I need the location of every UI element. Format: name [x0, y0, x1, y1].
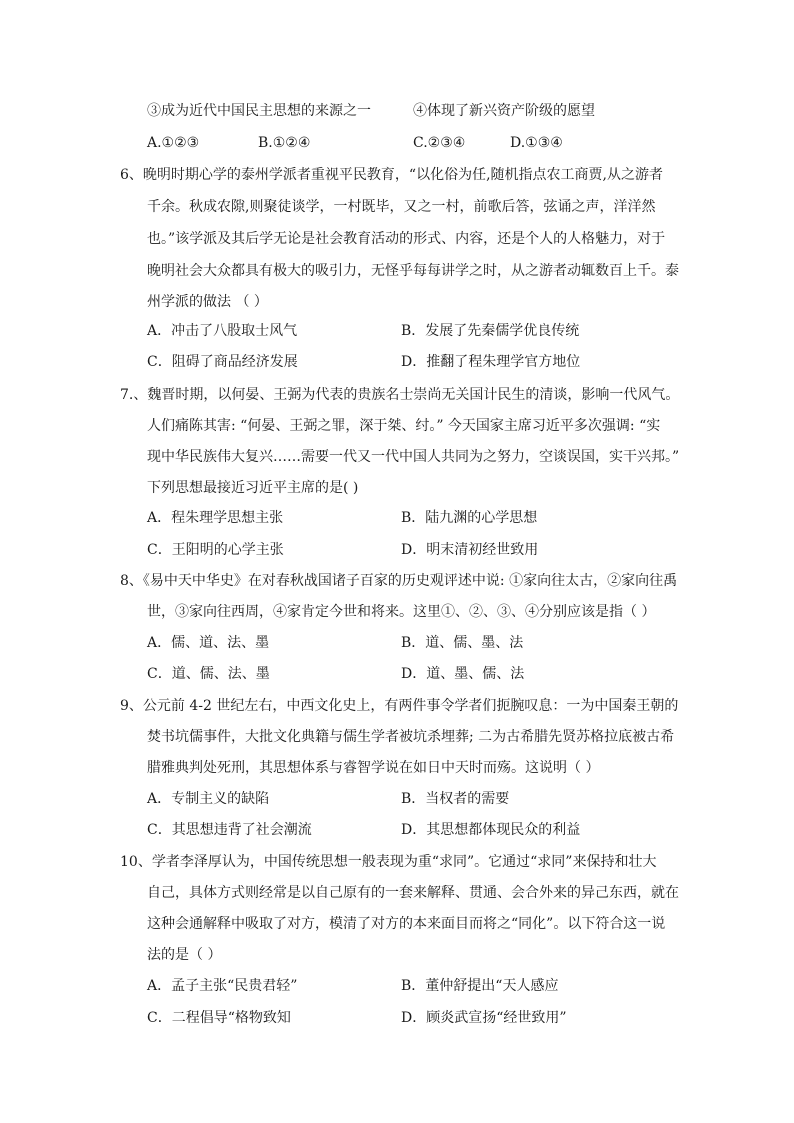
q10-line-2: 自己，具体方式则经常是以自己原有的一套来解释、贯通、会合外来的异己东西，就在	[147, 885, 679, 901]
q7-line-3: 现中华民族伟大复兴……需要一代又一代中国人共同为之努力，空谈误国，实干兴邦。”	[147, 449, 680, 465]
q9-option-d: D．其思想都体现民众的利益	[401, 822, 581, 838]
prev-option-d: D.①③④	[510, 135, 563, 151]
q7-option-b: B．陆九渊的心学思想	[401, 510, 538, 526]
q7-line-1: 7.、魏晋时期，以何晏、王弼为代表的贵族名士崇尚无关国计民生的清谈，影响一代风气。	[120, 387, 680, 403]
q8-option-a: A．儒、道、法、墨	[147, 635, 270, 651]
q6-option-a: A．冲击了八股取士风气	[147, 323, 298, 339]
q10-option-c: C．二程倡导“格物致知	[147, 1010, 291, 1026]
q7-line-4: 下列思想最接近习近平主席的是( )	[147, 480, 359, 496]
q6-line-4: 晚明社会大众都具有极大的吸引力，无怪乎每每讲学之时，从之游者动辄数百上千。泰	[147, 263, 679, 279]
q10-option-d: D．顾炎武宣扬“经世致用”	[401, 1010, 567, 1026]
q6-line-5: 州学派的做法 （ ）	[147, 294, 268, 310]
q8-line-1: 8、《易中天中华史》在对春秋战国诸子百家的历史观评述中说: ①家向往太古，②家向往禹	[120, 573, 678, 589]
q7-line-2: 人们痛陈其害: “何晏、王弼之罪，深于桀、纣。” 今天国家主席习近平多次强调: “实	[147, 418, 661, 434]
q7-option-a: A．程朱理学思想主张	[147, 510, 284, 526]
q10-option-a: A．孟子主张“民贵君轻”	[147, 978, 298, 994]
q9-line-2: 焚书坑儒事件，大批文化典籍与儒生学者被坑杀埋葬; 二为古希腊先贤苏格拉底被古希	[147, 729, 675, 745]
q10-line-3: 这种会通解释中吸取了对方，模清了对方的本来面目而将之“同化”。以下符合这一说	[147, 916, 666, 932]
q6-line-2: 千余。秋成农隙,则聚徒谈学，一村既毕，又之一村，前歌后答，弦诵之声，洋洋然	[147, 199, 656, 215]
statement-4: ④体现了新兴资产阶级的愿望	[413, 103, 595, 119]
q9-line-1: 9、公元前 4-2 世纪左右，中西文化史上，有两件事令学者们扼腕叹息：一为中国秦王朝的	[120, 698, 679, 714]
q10-line-4: 法的是（ ）	[147, 947, 222, 963]
q10-option-b: B．董仲舒提出“天人感应	[401, 978, 559, 994]
q6-line-1: 6、晚明时期心学的泰州学派者重视平民教育，“以化俗为任,随机指点农工商贾,从之游者	[120, 167, 663, 183]
prev-option-b: B.①②④	[258, 135, 311, 151]
q9-option-c: C．其思想违背了社会潮流	[147, 822, 312, 838]
q9-option-b: B．当权者的需要	[401, 791, 510, 807]
q8-option-d: D．道、墨、儒、法	[401, 666, 525, 682]
q9-line-3: 腊雅典判处死刑，其思想体系与睿智学说在如日中天时而殇。这说明（ ）	[147, 760, 600, 776]
prev-option-a: A.①②③	[147, 135, 200, 151]
q7-option-c: C．王阳明的心学主张	[147, 542, 284, 558]
q10-line-1: 10、学者李泽厚认为，中国传统思想一般表现为重“求同”。它通过“求同”来保持和壮大	[120, 854, 657, 870]
q6-option-c: C．阻碍了商品经济发展	[147, 354, 298, 370]
q6-line-3: 也。”该学派及其后学无论是社会教育活动的形式、内容，还是个人的人格魅力，对于	[147, 231, 666, 247]
q9-option-a: A．专制主义的缺陷	[147, 791, 270, 807]
statement-3: ③成为近代中国民主思想的来源之一	[147, 103, 371, 119]
q6-option-d: D．推翻了程朱理学官方地位	[401, 354, 581, 370]
q8-option-c: C．道、儒、法、墨	[147, 666, 270, 682]
q8-line-2: 世，③家向往西周，④家肯定今世和将来。这里①、②、③、④分别应该是指（ ）	[147, 604, 656, 620]
q6-option-b: B．发展了先秦儒学优良传统	[401, 323, 580, 339]
q7-option-d: D．明末清初经世致用	[401, 542, 539, 558]
prev-option-c: C.②③④	[413, 135, 466, 151]
q8-option-b: B．道、儒、墨、法	[401, 635, 524, 651]
